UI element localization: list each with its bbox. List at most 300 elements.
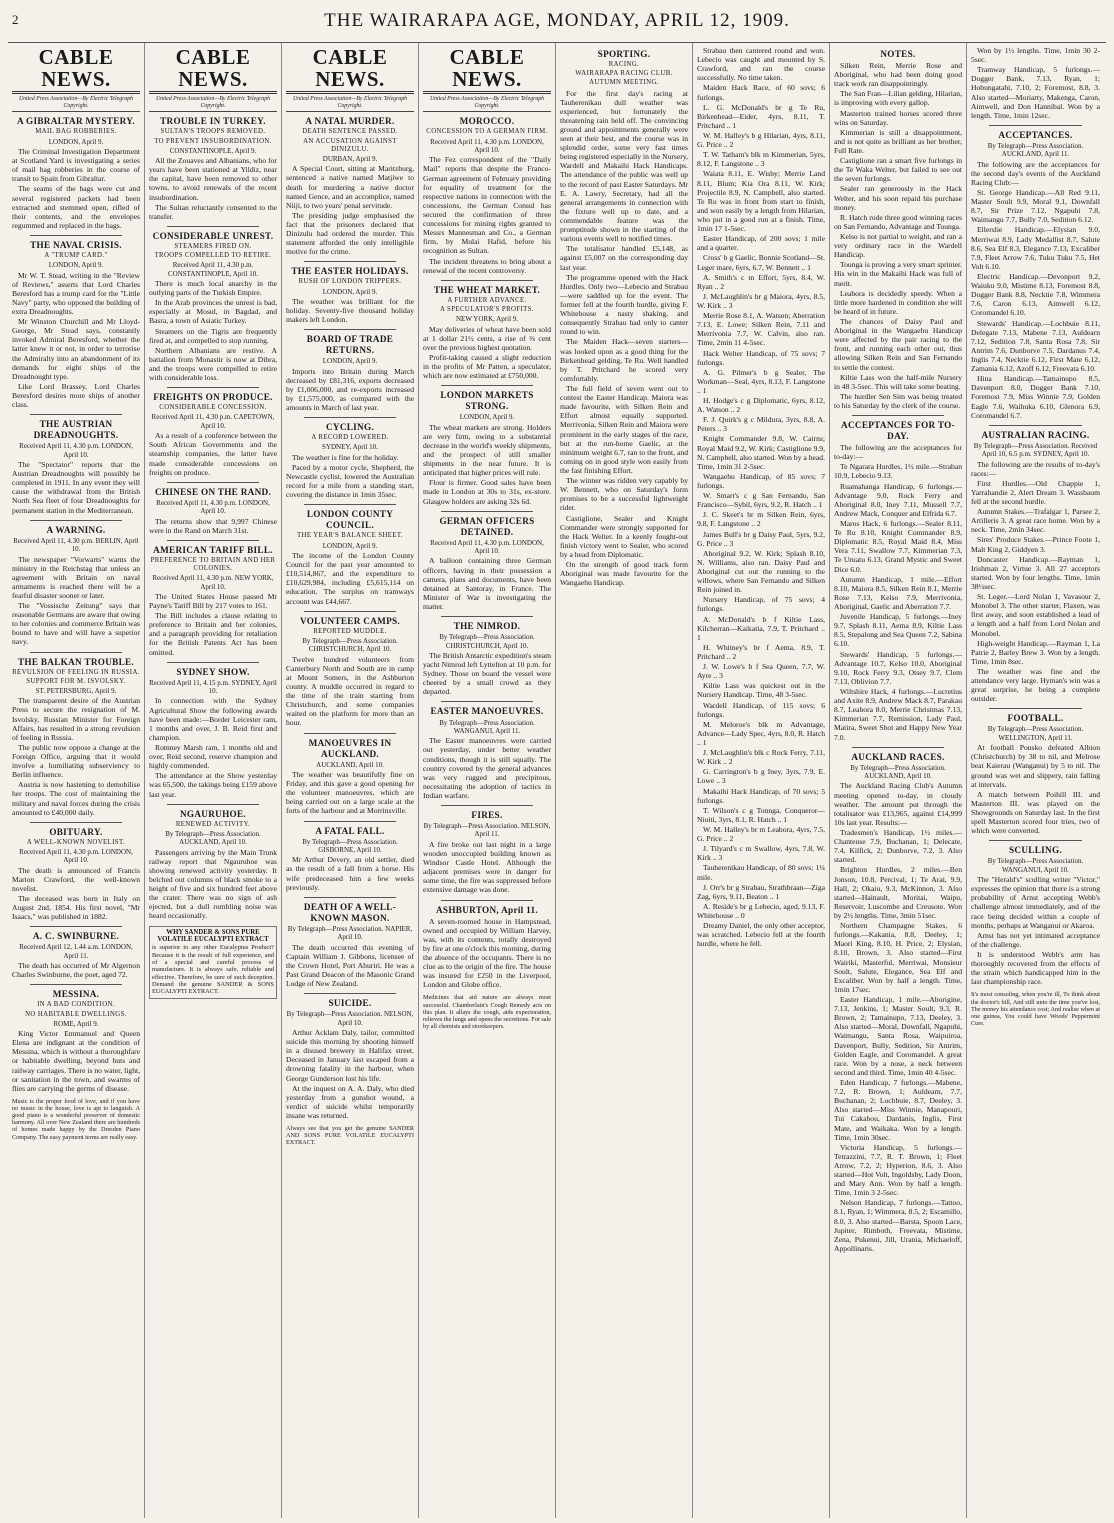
article-paragraph: Steamers on the Tigris are frequently fired at, and compelled to stop running. [149,326,277,345]
article-paragraph: Merrie Rose 8.1, A. Watson; Aberration 7.13, E. Lowe; Silken Rein, 7.11 and Merrivonia 7.7, W. Calvin, also ran. Time, 2min 11 4-5sec. [697,311,825,348]
article-paragraph: The income of the London County Council for the past year amounted to £10,514,867, and the expenditure to £10,629,984, including £5,615,114 on education. The surplus on tramways account was £44,667. [286,551,414,606]
article-headline: A WARNING. [46,524,106,535]
divider-rule [989,125,1082,126]
article-paragraph: Tounga is proving a very smart sprinter. His win in the Makaihi Hack was full of merit. [834,260,962,288]
article-paragraph: The "Vossische Zeitung" says that reasonable Germans are aware that owing to her colonies and commerce Britain was bound to have and will have a superior navy. [12,601,140,647]
article-dateline: By Telegraph—Press Association. GISBORNE, April 10. [302,837,398,854]
article-paragraph: Northern Albanians are restive. A battalion from Monastir is now at Dibra, and the troops were compelled to retire with considerable loss. [149,345,277,383]
article-headline: LONDON COUNTY COUNCIL. [306,509,394,531]
article-paragraph: The following are the acceptances for the second day's events of the Auckland Racing Club:— [971,159,1100,187]
article-dateline: LONDON, April 9. [48,137,104,146]
article-headline: CONSIDERABLE UNREST. [152,230,274,241]
article-paragraph: H. Hodge's c g Diplomatic, 6yrs, 8.12, A. Watson .. 2 [697,396,825,415]
article-paragraph: The returns show that 9,997 Chinese were in the Rand on March 31st. [149,516,277,535]
article-paragraph: The weather was brilliant for the holiday. Seventy-five thousand holiday makers left London. [286,296,414,325]
article-dateline: Received April 11, 4.30 p.m. LONDON, April 10. [430,137,544,154]
article-headline: AMERICAN TARIFF BILL. [153,544,273,555]
article-paragraph: Doncaster Handicap.—Rayman 1, Irishman 2, Virtue 3. All 27 acceptors started. Won by four lengths. Time, 1min 38½sec. [971,554,1100,591]
divider-rule [441,701,533,702]
article-paragraph: Wardell Handicap, of 115 sovs; 6 furlongs. [697,700,825,719]
article-dateline: By Telegraph—Press Association. WANGANUI, April 10. [987,857,1084,874]
article-dateline: AUCKLAND, April 10. [316,760,384,769]
article-dateline: LONDON, April 9. [322,357,378,366]
divider-rule [30,520,122,521]
divider-rule [989,708,1082,709]
article-paragraph: The Sultan reluctantly consented to the transfer. [149,202,277,221]
article-headline: SPORTING. [597,49,651,59]
article-headline: NOTES. [880,49,916,59]
article-paragraph: Won by 1½ lengths. Time, 1min 30 2-5sec. [971,46,1100,65]
article-headline: SUICIDE. [328,998,372,1009]
article-subheading: DEATH SENTENCE PASSED. [302,128,398,136]
article-paragraph: H. Whitney's br f Aema, 8.9, T. Pritchard .. 2 [697,642,825,661]
divider-rule [304,261,396,262]
article [834,420,962,742]
columns [8,43,1106,1518]
article-dateline: By Telegraph—Press Association. AUCKLAND, April 10. [850,763,946,781]
article [286,509,414,605]
article-paragraph: Hack Welter Handicap, of 75 sovs; 7 furlongs. [697,348,825,367]
advertisement-text: is superior to any other Eucalyptus Product? Because it is the result of full experience, and of a special and careful process of manufacture. It is always safe, reliable and effective. Therefore, be sure of such deception. Demand the genuine SANDER & SONS EUCALYPTI EXTRACT. [152,944,274,996]
article-subheading: A RECORD LOWERED. [311,434,389,442]
article-dateline: By Telegraph—Press Association. NELSON, April 11. [423,822,551,839]
article-paragraph: Victoria Handicap, 5 furlongs.—Tetrazzini, 7.7, R. T. Brown, 1; Fleet Arrow, 7.2, 2; Hyperion, 8.6, 3. Also started—Hot Volt, Ingoldsby, Lady Doon, and Mary Ann. Won by half a length. Time, 1min 3 2-5sec. [834,1142,962,1198]
column-credit: United Press Association—By Electric Telegraph Copyright. [423,96,551,112]
divider-rule [167,482,259,483]
article-paragraph: W. M. Halley's b g Hilarian, 4yrs, 8.11, G. Price .. 2 [697,130,825,150]
article-paragraph: A. McDonald's b f Kiltie Lass, Kilcherran—Kaikatia, 7.9, T. Pritchard .. 1 [697,614,825,642]
article-paragraph: Eden Handicap, 7 furlongs.—Mabene, 7.2, R. Brown, 1; Auldearn, 7.7, Buchanan, 2; Lochbuie, 8.7, Deeley, 3. Also started—Miss Winnie, Manapouri, Tui Cakabou, Dardanis, Inglis, First Mate, and Waikaka. Won by a length. Time, 1min 30sec. [834,1077,962,1142]
divider-rule [30,984,122,985]
article-headline: AUCKLAND RACES. [851,751,945,762]
article-dateline: By Telegraph—Press Association. NAPIER, April 10. [287,924,413,942]
article-dateline: LONDON, April 9. [459,413,515,422]
article [971,130,1100,420]
article-paragraph: Sires' Produce Stakes.—Prince Foote 1, Malt King 2, Giddyen 3. [971,535,1100,554]
article-paragraph: Nursery Handicap, of 75 sovs; 4 furlongs. [697,595,825,614]
article-headline: NGAURUHOE. [179,808,247,819]
article-paragraph: A fire broke out last night in a large wooden unoccupied building known as Windsor Castle Hotel. Although the adjacent premises were in danger for some time, the fire was suppressed before extensive damage was done. [423,839,551,895]
column-3 [282,43,419,1518]
column-2 [145,43,282,1518]
article-paragraph: Kelso is not partial to weight, and ran a very ordinary race in the Wardell Handicap. [834,232,962,260]
article [971,430,1100,704]
article-paragraph: The deceased was born in Italy on August 2nd, 1854. His first novel, "Mr Isaacs," was published in 1882. [12,894,140,922]
column-credit: United Press Association—By Electric Telegraph Copyright. [12,96,140,112]
divider-rule [441,805,533,806]
advertisement [149,926,277,999]
article-paragraph: The United States House passed Mr Payne's Tariff Bill by 217 votes to 161. [149,591,277,611]
article-paragraph: The Fez correspondent of the "Daily Mail" reports that despite the Franco-German agreement of February providing for equality of treatment for the respective nations in connection with the concessions, the German Consul has secured the confirmation of three concessions for mining rights granted to Messrs Mannesman and Co., a German firm, by Mulai Hafid, before his recognition as Sultan. [423,155,551,256]
article-subheading: A SPECULATOR'S PROFITS. [440,305,534,313]
article-paragraph: Aboriginal 9.2, W. Kirk; Splash 8.10, N. Williams, also ran. Daisy Paul and Aboriginal cut out the running to the willows, where San Fernando and Silken Rein joined in. [697,548,825,595]
article [423,706,551,800]
article-headline: A. C. SWINBURNE. [32,931,120,942]
article [423,516,551,612]
article-headline: EASTER MANOEUVRES. [430,706,544,717]
article-paragraph: J. Tilyard's c m Swallow, 4yrs, 7.8, W. Kirk .. 3 [697,844,825,863]
article-dateline: Received April 11, 4.30 p.m. NEW YORK, April 10. [152,574,274,591]
column-8 [967,43,1104,1518]
article [12,419,140,515]
article [149,545,277,657]
article-paragraph: Wiltshire Hack, 4 furlongs.—Lucretius and Axite 8.9, Andrew Mack 8.7, Parakau 8.7, Leabora 8.0, Merrie Christmas 7.13, Kimmerian 7.7, Remission, Lady Paul, Matira, Sweet Shot and Happy New Year 7.0. [834,686,962,742]
article-headline: SYDNEY SHOW. [176,666,250,677]
article-headline: CYCLING. [325,422,375,433]
article-headline: THE EASTER HOLIDAYS. [291,266,409,277]
article-paragraph: Paced by a motor cycle, Shepherd, the Newcastle cyclist, lowered the Australian record for a mile from a standing start, covering the distance in 1min 35sec. [286,462,414,500]
article-paragraph: It is understood Webb's arm has thoroughly recovered from the effects of the strain which handicapped him in the last championship race. [971,950,1100,987]
article-paragraph: The winner was ridden very capably by W. Bennett, who on Saturday's form promises to be a successful lightweight rider. [560,476,688,513]
article-paragraph: The British Antarctic expedition's steam yacht Nimrod left Lyttelton at 10 p.m. for Sydney. Those on board the vessel were cheered by a small crowd as they departed. [423,650,551,697]
article [149,116,277,221]
divider-rule [304,504,396,505]
article [149,667,277,799]
article-dateline: By Telegraph—Press Association. CHRISTCHURCH, April 10. [302,636,398,654]
article-headline: CHINESE ON THE RAND. [154,486,272,497]
article-paragraph: J. C. Skeet's br m Silken Rein, 6yrs, 9.8, F. Langstone .. 2 [697,510,825,529]
divider-rule [167,662,259,663]
article [286,334,414,412]
article [286,902,414,988]
article-paragraph: Profit-taking caused a slight reduction in the profits of Mr Patten, a speculator, which are now estimated at £750,000. [423,352,551,381]
article-subheading: TO PREVENT INSUBORDINATION. [154,137,272,145]
column-credit: United Press Association—By Electric Telegraph Copyright. [286,96,414,112]
column-heading: CABLE NEWS. [149,46,277,94]
article-paragraph: In the Arab provinces the unrest is bad, especially at Mosul, in Bagdad, and Basra, a town of Asiatic Turkey. [149,298,277,326]
article-paragraph: The death is announced of Francis Marion Crawford, the well-known novelist. [12,865,140,893]
article-paragraph: Mr W. T. Stead, writing in the "Review of Reviews," asserts that Lord Charles Beresford has a trump card for the "Little Navy" party, who opposed the building of extra Dreadnoughts. [12,270,140,316]
article-paragraph: A. Smith's c m Effort, 5yrs, 8.4, W. Ryan .. 2 [697,272,825,291]
article-paragraph: Twelve hundred volunteers from Canterbury North and South are in camp at Mount Somers, in the Ashburton county. A muddle occurred in regard to the time of the train starting from Christchurch, and some companies waited on the platform for more than an hour. [286,654,414,728]
article-subheading: RENEWED ACTIVITY. [175,820,251,828]
article-dateline: By Telegraph—Press Association. AUCKLAND, April 11. [987,141,1084,159]
divider-rule [167,540,259,541]
article [12,989,140,1093]
article-paragraph: The "Spectator" reports that the Austrian Dreadnoughts will possibly be completed in 1911. In any event they will cause the withdrawal from the British North Sea fleet of four Dreadnoughts for permanent station in the Mediterranean. [12,460,140,515]
article [834,752,962,1253]
article-paragraph: St. George Handicap.—All Red 9.11, Master Soult 9.9, Moral 9.1, Downfall 8.7, Sir Prize 7.12, Ngapuhi 7.8, Waimangu 7.7, Bully 7.0, Sedition 6.12. [971,188,1100,225]
article-subheading: RUSH OF LONDON TRIPPERS. [298,278,402,286]
article-paragraph: The presiding judge emphasised the fact that the prisoners declared that Dinizulu had ordered the murder. This statement afforded the only intelligible motive for the crime. [286,210,414,257]
column-heading: CABLE NEWS. [423,46,551,94]
article-headline: FIRES. [471,810,503,821]
article-paragraph: A balloon containing three German officers, having in their possession a camera, plans and documents, have been detained at Santoray, in France. The Minister of War is investigating the matter. [423,556,551,612]
article-paragraph: The following are the results of to-day's races:— [971,459,1100,478]
divider-rule [441,385,533,386]
article-dateline: Received April 12, 1.44 a.m. LONDON, April 11. [19,943,133,960]
article [971,46,1100,120]
article [286,422,414,499]
article-subheading: AUTUMN MEETING. [589,79,659,87]
masthead [8,0,1106,43]
article [423,810,551,894]
article-dateline: Received April 11, 4.30 p.m. BERLIN, April 10. [13,536,139,554]
article-paragraph: Ruamahanga Handicap, 6 furlongs.—Advantage 9.0, Rock Ferry and Aboriginal 8.0, Iney 7.11, Mussell 7.7, Andrew Mack, Conquer and Elfrida 6.7. [834,481,962,518]
divider-rule [30,414,122,415]
article-dateline: Received April 11, 4.30 p.m. LONDON, April 10. [430,538,544,556]
article-paragraph: Romney Marsh ram, 1 months old and over, Reid second, reserve champion and highly commended. [149,743,277,771]
divider-rule [167,226,259,227]
article-subheading: A "TRUMP CARD." [44,252,108,259]
article-dateline: Received April 11, 4.30 p.m. LONDON, April 10. [156,498,270,516]
article-paragraph: There is much local anarchy in the outlying parts of the Turkish Empire. [149,279,277,298]
article-paragraph: Waiata 8.11, E. Wisby; Merrie Land 8.11, Blum; Kia Ora 8.11, W. Kirk; Projectile 8.9, N. Campbell, also started. Te Ru was in front from start to finish, and won easily by a length from Hilarian, who put in a good run at a finish. Time, 1min 17 1-5sec. [697,169,825,234]
article-subheading: NO HABITABLE DWELLINGS. [25,1010,127,1018]
article-paragraph: Leabora is decidedly speedy. When a little more hardened in condition she will be heard of in future. [834,288,962,316]
divider-rule [304,329,396,330]
article-paragraph: The hurdler Sen Sim was being treated to his Saturday by the clerk of the course. [834,391,962,410]
article-dateline: By Telegraph—Press Association. WELLINGTON, April 11. [987,725,1084,742]
article-headline: TROUBLE IN TURKEY. [160,116,266,127]
divider-rule [304,417,396,418]
article-paragraph: Northern Champagne Stakes, 6 furlongs.—Kakania, 8.8, Deeley, 1; Maori King, 8.10, H. Price, 2; Elysian, 8.10, Brown, 3. Also started—First Wairiki, Masterful, Merriwai, Monsieur Soult, Salute, Elegance, Sea Elf and Excaliber. Won by half a length. Time, 1min 17sec. [834,921,962,994]
article [423,621,551,696]
article-paragraph: The programme opened with the Hack Hurdles. Only two—Lebecio and Strabau—were saddled up for the event. The former fell at the fourth hurdle, giving F. Whitehouse a nasty shaking, and consequently Strabau had only to canter round to win. [560,272,688,337]
article [149,231,277,382]
advertisement-text: It's most consoling, when you're ill, To think about the doctor's bill, And still unto the time you've lost, The money his attendance cost; And realise when at one guinea, You could have Woods' Peppermint Cure. [971,991,1100,1027]
article-paragraph: Imports into Britain during March decreased by £81,316, exports decreased by £1,006,000, and re-exports increased by £1,575,000, as compared with the amounts in March of last year. [286,366,414,413]
divider-rule [304,821,396,822]
article [971,713,1100,835]
article-paragraph: The totalisator handled £5,148, as against £5,007 on the corresponding day last year. [560,244,688,272]
article-headline: AUSTRALIAN RACING. [981,429,1090,440]
article [12,240,140,409]
article-paragraph: G. Carrington's b g Iney, 3yrs, 7.9, E. Lowe .. 3 [697,767,825,786]
article-headline: LONDON MARKETS STRONG. [440,390,534,412]
article-dateline: By Telegraph—Press Association. Received April 10, 6.5 p.m. SYDNEY, April 10. [973,441,1098,459]
article-subheading: IN A BAD CONDITION. [37,1001,115,1009]
article-paragraph: The seams of the bags were cut and several registered packets had been extracted and stemmed open, rifled of their contents, and the envelopes regummed and replaced in the bags. [12,184,140,230]
article-paragraph: A match between Poihill III. and Masterton III. was played on the Showgrounds on Saturday last. In the first spell Masterton scored four tries, two of which were converted. [971,789,1100,836]
article-paragraph: The Maiden Hack—seven starters—was looked upon as a good thing for the Birkenhead gelding, Te Ru. Well handled by T. Pritchard he scored very comfortably. [560,337,688,383]
article-paragraph: Tauherenikau Handicap, of 80 sovs; 1¼ mile. [697,863,825,882]
article-paragraph: Arthur Acklam Daly, tailor, committed suicide this morning by shooting himself in a disused brewery in Halifax street. Deceased in January last escaped from a drowning fatality in the harbour, when George Gunderson lost his life. [286,1027,414,1083]
article-paragraph: The weather was beautifully fine on Friday, and this gave a good opening for the volunteer manoeuvres, which are being carried out on a large scale at the forts of the harbour and at Morrinsville. [286,769,414,816]
article [12,657,140,817]
column-credit: United Press Association—By Electric Telegraph Copyright. [149,96,277,112]
article-paragraph: R. Hatch rode three good winning races on San Fernando, Advantage and Tounga. [834,212,962,231]
article-paragraph: The transparent desire of the Austrian Press to secure the resignation of M. Isvolsky, Russian Minister for Foreign Affairs, has resulted in a strong revulsion of feeling in Russia. [12,696,140,742]
article-paragraph: J. McLaughlin's br g Maiora, 4yrs, 8.5, W. Kirk .. 3 [697,291,825,310]
article-paragraph: The following are the acceptances for to-day:— [834,443,962,462]
article-headline: A FATAL FALL. [315,825,385,836]
column-7 [830,43,967,1518]
article-paragraph: Stewards' Handicap, 5 furlongs.—Advantage 10.7, Kelso 10.0, Aboriginal 9.10, Rock Ferry 9.3, Otsey 9.7, Clem 7.13, Oblivion 7.7. [834,649,962,686]
article-paragraph: Tradesmen's Handicap, 1½ miles.—Chanteuse 7.9, Buchanan, 1; Delecate, 7.4, Kilfick, 2; Dunborve, 7.2, 3. Also started. [834,828,962,865]
article-dateline: Received April 11, 4.30 p.m. CONSTANTINOPLE, April 10. [167,261,259,278]
article-headline: THE AUSTRIAN DREADNOUGHTS. [33,419,119,441]
article-dateline: Received April 11, 4.30 p.m. LONDON, April 10. [19,442,133,459]
article-subheading: REVULSION OF FEELING IN RUSSIA. [12,668,140,676]
article-paragraph: Stewards' Handicap.—Lochbuie 8.11, Delegate 7.13, Mabene 7.13, Auldearn 7.12, Sedition 7.8, Santa Rosa 7.8, Sir Antrim 7.6, Dunborve 7.5, Dardanus 7.4, Inglis 7.4, Necktie 6.12, First Mate 6.12, Zamania 6.12, Azoff 6.12, Freevata 6.10. [971,318,1100,374]
article-paragraph: Kiltie Lass won the half-mile Nursery in 48 3-5sec. This will take some beating. [834,372,962,391]
article-headline: ACCEPTANCES. [998,129,1073,140]
article-paragraph: Ellerslie Handicap.—Elysian 9.0, Merriwai 8.9, Lady Medallist 8.7, Salute 8.6, Sea Elf 8.3, Elegance 7.13, Excaliber 7.9, Fleet Arrow 7.6, Tuku Tuku 7.5, Het Volt 6.10. [971,225,1100,271]
article-paragraph: L. G. McDonald's br g Te Ru, Birkenhead—Eider, 4yrs, 8.11, T. Pritchard .. 1 [697,102,825,130]
article [560,49,688,587]
article-subheading: TROOPS COMPELLED TO RETIRE. [154,252,272,260]
article [149,487,277,535]
article-subheading: THE YEAR'S BALANCE SHEET. [297,532,403,540]
article [286,616,414,728]
article-headline: FOOTBALL. [1007,713,1064,724]
article-paragraph: At football Ponsko defeated Albion (Christchurch) by 38 to nil, and Melrose beat Kaierau (Wanganui) by 5 to nil. The ground was wet and slippery, rain falling at intervals. [971,743,1100,789]
article-subheading: CONSIDERABLE CONCESSION. [159,404,267,412]
article-paragraph: Brighton Hurdles, 2 miles.—Ben Jonson, 10.8, Percival, 1; Te Arai, 9.9, Hall, 2; Okaiu, 9.3, McKinnon, 3. Also started—Hainault, Moritai, Waipu, Reservoir, Luscombe and Creusote. Won by 2½ lengths. Time, 3min 51sec. [834,865,962,920]
article-paragraph: Makaihi Hack Handicap, of 70 sovs; 5 furlongs. [697,786,825,805]
article-paragraph: Maros Hack, 6 furlongs.—Sealer 8.11, Te Ru 8.10, Knight Commander 8.9, Diplomatic 8.5, Royal Maid 8.4, Miss Vera 7.11, Swallow 7.7, Kimmerian 7.3, Te Uruatu 6.13, Grand Mystic and Sweet Dice 6.0. [834,519,962,574]
advertisement-text: Always see that you get the genuine SANDER AND SONS PURE VOLATILE EUCALYPTI EXTRACT. [286,1125,414,1147]
divider-rule [852,415,944,416]
article-paragraph: In connection with the Sydney Agricultural Show the following awards have been made:—Border Leicester ram, 1 months and over, J. B. Reid first and champion. [149,696,277,742]
article-paragraph: Wangaehu Handicap, of 85 sovs; 7 furlongs. [697,471,825,491]
article-paragraph: On the strength of good track form Aboriginal was made favourite for the Wangaehu Handicap. [560,560,688,588]
article-paragraph: Tramway Handicap, 5 furlongs.—Dogger Bank, 7.13, Ryan, 1; Hobungatahi, 7.10, 2; Foremost, 8.8, 3. Also started—Moriarty, Makenga, Caron, Aimwell, and Don Hannibal. Won by a length. Time, 1min 12sec. [971,65,1100,120]
article-headline: VOLUNTEER CAMPS. [299,615,401,626]
divider-rule [30,822,122,823]
article-paragraph: Cross' b g Gaelic, Bonnie Scotland—St. Leger mare, 6yrs, 6.7, W. Bennett .. 1 [697,253,825,272]
article-paragraph: Juvenile Handicap, 5 furlongs.—Iney 9.7, Splash 8.11, Aema 8.9, Kiltie Lass 8.5, Stepalong and Sea Queen 7.2, Sabina 6.10. [834,612,962,649]
article-paragraph: May deliveries of wheat have been sold at 1 dollar 21½ cents, a rise of ⅜ cent over the previous highest quotation. [423,324,551,352]
article [423,390,551,505]
article [286,826,414,892]
divider-rule [304,897,396,898]
article-paragraph: A seven-roomed house in Hampstead, owned and occupied by William Harvey, was, with its contents, totally destroyed by fire at one o'clock this morning, during the absence of the occupants. There is no clue as to the origin of the fire. The house was insured for £250 in the Liverpool, London and Globe office. [423,916,551,990]
article-dateline: By Telegraph—Press Association. AUCKLAND, April 10. [165,829,261,847]
article-paragraph: J. McLaughlin's blk c Rock Ferry, 7.11, W. Kirk .. 2 [697,748,825,767]
article-paragraph: Easter Handicap, 1 mile.—Aborigine, 7.13, Jenkins, 1; Master Soult, 9.3, R. Brown, 2; Tamainupo, 7.13, Deeley, 3. Also started—Moral, Downfall, Ngapuhi, Waimangu, Santa Rosa, Waipuiroa, Davenport, Bully, Sedition, Sir Antrim, Golden Eagle, and Coromandel. A great race. Won by a nose, a neck between second and third. Time, 1min 40 4-5sec. [834,994,962,1077]
divider-rule [441,511,533,512]
article-subheading: STEAMERS FIRED ON. [174,242,252,250]
article-paragraph: For the first day's racing at Tauherenikau dull weather was experienced, but fortunately the threatening rain held off. The convincing ground and appointments generally were seen at their best, and the course was in splendid order, some very fast times being registered especially in the Nursery, Wardell and Makaihi Hack Handicaps. The attendance of the public was well up to the record of past Easter Saturdays. Mr E. A. Lawry, Secretary, had all the general arrangements in connection with the fixture well up to date, and a commendable feature was the promptitude shown in the starting of the various events well to notified times. [560,88,688,244]
column-4 [419,43,556,1518]
article-headline: MANOEUVRES IN AUCKLAND. [308,737,392,759]
article-paragraph: W. M. Halley's br m Leabora, 4yrs, 7.5, G. Price .. 2 [697,824,825,844]
divider-rule [989,425,1082,426]
article-dateline: Received April 11, 4.30 p.m. LONDON, April 10. [19,847,133,865]
article-dateline: NEW YORK, April 9. [455,315,519,324]
article-subheading: REPORTED MUDDLE. [313,627,387,635]
article-dateline: By Telegraph—Press Association. CHRISTCHURCH, April 10. [439,633,535,650]
article-subheading: SULTAN'S TROOPS REMOVED. [160,128,266,136]
article [149,809,277,921]
article-paragraph: Passengers arriving by the Main Trunk railway report that Ngauruhoe was showing renewed activity yesterday. It belched out columns of black smoke to a height of five and six hundred feet above the crater. There was no sign of ash ejected, but a dull rumbling noise was heard occasionally. [149,847,277,921]
article-headline: DEATH OF A WELL-KNOWN MASON. [303,901,397,923]
divider-rule [441,280,533,281]
article-paragraph: Knight Commander 9.8, W. Cairns; Royal Maid 9.2, W. Kirk; Castiglione 9.9, N. Campbell, also started. Won by a head. Time, 1min 31 2-5sec. [697,434,825,471]
article-paragraph: Kimmerian is still a disappointment, and is not quite as brilliant as her brother, Full Rate. [834,127,962,156]
article-paragraph: St. Leger.—Lord Nolan 1, Vavasour 2, Monobel 3. The other starter, Flaxen, was first away, and soon established a lead of a length and a half from Lord Nolan and Monobel. [971,592,1100,638]
article-dateline: LONDON, April 9. [322,541,378,550]
article-dateline: SYDNEY, April 10. [322,443,378,452]
article-paragraph: Autumn Handicap, 1 mile.—Effort 8.10, Maiora 8.5, Silken Rein 8.1, Merrie Rose 7.13, Kelso 7.9, Merrivonia, Aboriginal, Gaelic and Aberration 7.7. [834,574,962,611]
article-paragraph: Autumn Stakes.—Trafalgar 1, Parsee 2, Artilleris 3. A great race home. Won by a neck. Time, 2min 34sec. [971,507,1100,535]
article-paragraph: Castiglione ran a smart five furlongs in the Te Waka Welter, but failed to see out the seven furlongs. [834,156,962,184]
article-paragraph: The public now oppose a change at the Foreign Office, arguing that it would involve a humiliating subserviency to Berlin influence. [12,742,140,780]
article-paragraph: The incident threatens to bring about a renewal of the recent controversy. [423,256,551,275]
divider-rule [304,733,396,734]
divider-rule [30,926,122,927]
advertisement [971,991,1100,1027]
article-paragraph: The death has occurred of Mr Algernon Charles Swinburne, the poet, aged 72. [12,961,140,980]
article-subheading: AN ACCUSATION AGAINST DINIZULU. [303,137,397,153]
article-paragraph: A. G. Pilmer's b g Sealer, The Workman—Seal, 4yrs, 8.13, F. Langstone .. 1 [697,367,825,395]
article-paragraph: Nelson Handicap, 7 furlongs.—Tattoo, 8.1, Ryan, 1; Wimmera, 8.5, 2; Escamillo, 8.0, 3. Also started—Barsta, Spoon Lace, Jupiter, Rimboth, Freevata, Mistime, Zena, Pukenui, Jill, Urania, Michaeloff, Appollinaris. [834,1198,962,1253]
article-paragraph: Mr Winston Churchill and Mr Lloyd-George, Mr Stead says, constantly invoked Admiral Beresford, whether the latter knew it or not, in order to terrorise the Admiralty into an abandonment of its demands for eight ships of the Dreadnought type. [12,317,140,381]
article-paragraph: The Bill includes a clause relating to preference to Britain and her colonies, and a paragraph providing for retaliation for the British Patents Act has been omitted. [149,611,277,657]
article [12,525,140,647]
article-paragraph: First Hurdles.—Old Chappie 1, Yarrahandie 2, Alert Dream 3. Wassbaum fell at the second hurdle. [971,478,1100,506]
article [286,266,414,324]
article-paragraph: Castiglione, Sealer and Knight Commander were strongly supported for the Hack Welter. In a keenly fought-out finish victory went to Sealer, who scored by a head from Diplomatic. [560,513,688,559]
article-paragraph: T. W. Tatham's blk m Kimmerian, 5yrs, 8.12, F. Langstone .. 3 [697,150,825,169]
article [423,905,551,990]
article-paragraph: The newspaper "Vorwarts" warns the ministry in the Reichstag that unless an agreement with Britain on naval armaments is reached there will be a fearful disaster sooner or later. [12,554,140,600]
divider-rule [167,804,259,805]
article-dateline: By Telegraph—Press Association. WANGANUI, April 11. [439,718,535,735]
column-heading: CABLE NEWS. [286,46,414,94]
article-headline: ACCEPTANCES FOR TO-DAY. [841,420,955,442]
article [286,738,414,816]
article-subheading: A FURTHER ADVANCE. [447,296,527,304]
article-paragraph: James Bull's br g Daisy Paul, 5yrs, 9.2, G. Price .. 3 [697,529,825,548]
article-headline: MESSINA. [52,989,100,1000]
article-paragraph: The death occurred this evening of Captain William J. Gibbons, licensee of the Crown Hotel, Port Ahuriri. He was a Past Grand Deacon of the Masonic Grand Lodge of New Zealand. [286,942,414,989]
page-number: 2 [12,12,20,27]
article-dateline: LONDON, April 9. [322,287,378,296]
article-headline: FREIGHTS ON PRODUCE. [153,392,273,403]
article [12,931,140,979]
article-paragraph: Sealer ran generously in the Hack Welter, and his soon repaid his purchase money. [834,184,962,212]
article [149,392,277,477]
article-paragraph: The Criminal Investigation Department at Scotland Yard is investigating a series of mail bag robberies in the course of transit to Spain from Gibraltar. [12,146,140,184]
article [423,116,551,274]
divider-rule [304,611,396,612]
article-paragraph: J. W. Lowe's b f Sea Queen, 7.7, W. Ayre .. 3 [697,662,825,681]
article-paragraph: The wheat markets are strong. Holders are very firm, owing to a substantial decrease in the world's weekly shipments, and the prospect of still smaller shipments in the near future. It is anticipated that higher prices will rule. [423,422,551,478]
article-headline: ASHBURTON, April 11. [436,904,538,915]
article-paragraph: Kiltie Lass was quickest out in the Nursery Handicap. Time, 48 3-5sec. [697,681,825,700]
article-paragraph: King Victor Emmanuel and Queen Elena are indignant at the condition of Messina, which is without a thoroughfare or habitable dwelling, beyond huts and railway carriages. There is no water, light, or sanitation in the town, and swarms of flies are carrying the germs of disease. [12,1029,140,1093]
article-dateline: Received April 11, 4.15 p.m. SYDNEY, April 10. [149,678,277,696]
article-paragraph: Hina Handicap.—Tamainupo 8.5, Davenport 8.0, Dogger Bank 7.10, Foremost 7.9, Miss Winnie 7.9, Golden Eagle 7.6, Waihuka 6.10, Glenora 6.9, Coromandel 6.7. [971,374,1100,420]
advertisement-text: Medicines that aid nature are always most successful. Chamberlain's Cough Remedy acts on this plan. It allays the cough, aids expectoration, relieves the lungs and opens the secretions. For sale by all chemists and storekeepers. [423,994,552,1030]
article-subheading: SUPPORT FOR M. ISVOLSKY. [26,677,126,685]
article-paragraph: The San Fran—Lilian gelding, Hilarian, is improving with every gallop. [834,89,962,108]
article-paragraph: Austria is now hastening to demobilise her troops. The cost of maintaining the military and naval forces during the crisis amounted to £40,000 daily. [12,780,140,817]
column-6 [693,43,830,1518]
article-paragraph: The weather was fine and the attendance very large. Hyman's win was a great surprise, he being a complete outsider. [971,666,1100,704]
article-paragraph: Masterton trained horses scored three wins on Saturday. [834,108,962,127]
article-subheading: RACING. [608,61,640,69]
divider-rule [30,652,122,653]
article-paragraph: The "Herald's" sculling writer "Victor," expresses the opinion that there is a strong probability of Arnst accepting Webb's challenge almost immediately, and of the race being decided within a couple of months, perhaps at Wanganui or Akaroa. [971,875,1100,930]
article-paragraph: Arnst has not yet intimated acceptance of the challenge. [971,930,1100,949]
article-paragraph: Like Lord Brassey, Lord Charles Beresford desires more ships of another class. [12,381,140,410]
advertisement [423,994,551,1030]
article-headline: THE NIMROD. [453,621,521,632]
article-paragraph: As a result of a conference between the South African Governments and the steamship companies, the latter have made considerable concessions on freights on produce. [149,431,277,477]
article-paragraph: A Special Court, sitting at Maritzburg, sentenced a native named Matjiwe to death for murdering a native doctor named Gence, and an accomplice, named Niiji, to two years' penal servitude. [286,164,414,210]
article-subheading: MAIL BAG ROBBERIES. [35,128,117,136]
article-paragraph: The full field of seven went out to contest the Easter Handicap. Maiora was made favourite, with Silken Rein and Effort almost equally supported. Merrivonia, Silken Rein and Maiora were prominent in the early stages of the race, but at the run-home Gaelic, at the minimum weight 6.7, ran to the front, and coming on in good style won easily from the fast finishing Effort. [560,384,688,475]
article-headline: A NATAL MURDER. [305,116,395,127]
article-paragraph: Strabau then cantered round and won. Lebecio was caught and mounted by S. Crawford, and ran the course successfully. No time taken. [697,46,825,83]
article-dateline: By Telegraph—Press Association. NELSON, April 10. [286,1010,414,1027]
advertisement-text: Music is the proper food of love, and if you have no music in the house, love is apt to languish. A good piano is a wonderful preserver of domestic harmony. All over New Zealand there are hundreds of homes made happy by the Dresden Piano Company. The easy payment terms are really easy. [12,1097,140,1141]
masthead-title: THE WAIRARAPA AGE, MONDAY, APRIL 12, 1909. [324,10,790,31]
